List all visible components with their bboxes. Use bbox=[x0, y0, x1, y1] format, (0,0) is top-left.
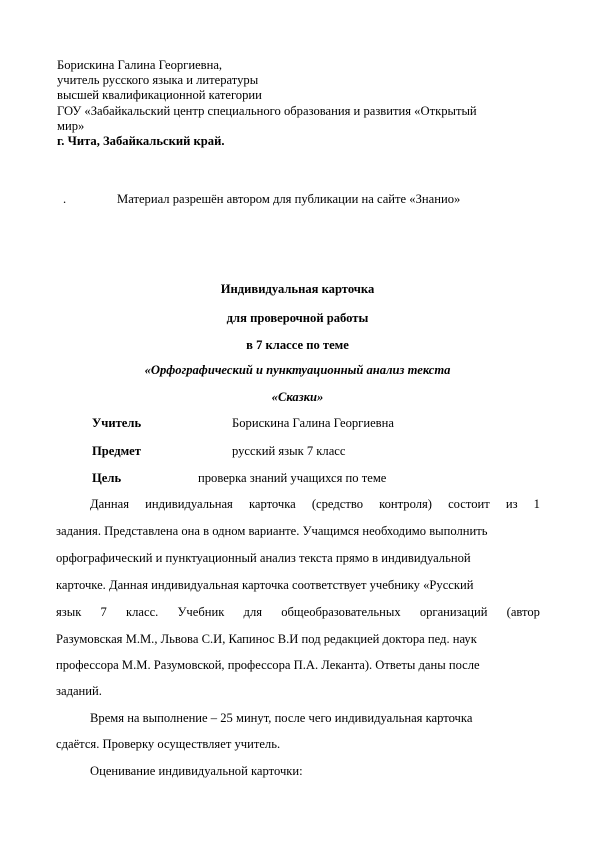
goal-label bbox=[92, 471, 121, 486]
word: контроля) bbox=[379, 497, 432, 511]
word: (средство bbox=[311, 497, 364, 511]
subject-value: русский язык 7 класс bbox=[232, 444, 346, 458]
paragraph1-line-6: Разумовская М.М., Львова С.И, Капинос В.И под редакцией доктора пед. наук bbox=[56, 632, 477, 646]
paragraph1-line-5 bbox=[56, 605, 540, 620]
author-city: г. Чита, Забайкальский край. bbox=[57, 134, 225, 149]
word: 7 bbox=[100, 605, 107, 619]
paragraph2-line-2: сдаётся. Проверку осуществляет учитель. bbox=[56, 737, 281, 751]
permission-text: Материал разрешён автором для публикации на сайте «Знанио» bbox=[117, 192, 461, 206]
title-line-4: «Орфографический и пунктуационный анализ текста bbox=[144, 363, 451, 377]
word: Данная bbox=[90, 497, 130, 511]
author-block bbox=[57, 58, 537, 149]
paragraph1-line-2: задания. Представлена она в одном варианте. Учащимся необходимо выполнить bbox=[56, 524, 488, 538]
author-organization-cont: мир» bbox=[57, 118, 85, 133]
permission-note bbox=[63, 192, 543, 207]
word: 1 bbox=[533, 497, 540, 511]
word: состоит bbox=[448, 497, 490, 511]
word: (автор bbox=[506, 605, 540, 619]
word: из bbox=[505, 497, 518, 511]
title-line-3: в 7 классе по теме bbox=[246, 338, 349, 352]
subject-label bbox=[92, 444, 141, 459]
teacher-key: Учитель bbox=[92, 416, 142, 430]
word: для bbox=[243, 605, 263, 619]
word: язык bbox=[56, 605, 82, 619]
paragraph1-line-3: орфографический и пунктуационный анализ текста прямо в индивидуальной bbox=[56, 551, 471, 565]
paragraph3-line-1: Оценивание индивидуальной карточки: bbox=[90, 764, 303, 778]
teacher-label bbox=[92, 416, 141, 431]
author-organization: ГОУ «Забайкальский центр специального образования и развития «Открытый bbox=[57, 103, 477, 118]
title-line-2: для проверочной работы bbox=[226, 311, 369, 325]
word: организаций bbox=[419, 605, 488, 619]
paragraph2-line-1: Время на выполнение – 25 минут, после чего индивидуальная карточка bbox=[90, 711, 473, 725]
word: Учебник bbox=[177, 605, 225, 619]
goal-key: Цель bbox=[92, 471, 122, 485]
word: карточка bbox=[248, 497, 296, 511]
word: класс. bbox=[126, 605, 159, 619]
paragraph1-line-8: заданий. bbox=[56, 684, 102, 698]
teacher-value: Борискина Галина Георгиевна bbox=[232, 416, 394, 430]
word: индивидуальная bbox=[145, 497, 233, 511]
word: общеобразовательных bbox=[281, 605, 401, 619]
author-name: Борискина Галина Георгиевна, bbox=[57, 58, 223, 72]
permission-mark: . bbox=[63, 192, 67, 206]
paragraph1-line-7: профессора М.М. Разумовской, профессора П.А. Леканта). Ответы даны после bbox=[56, 658, 480, 672]
title-line-5: «Сказки» bbox=[271, 390, 324, 404]
goal-value: проверка знаний учащихся по теме bbox=[198, 471, 387, 485]
title-line-1: Индивидуальная карточка bbox=[220, 282, 375, 296]
paragraph1-line-4: карточке. Данная индивидуальная карточка соответствует учебнику «Русский bbox=[56, 578, 474, 592]
author-position: учитель русского языка и литературы bbox=[57, 73, 259, 88]
paragraph1-line-1 bbox=[90, 497, 540, 512]
subject-key: Предмет bbox=[92, 444, 141, 458]
author-category: высшей квалификационной категории bbox=[57, 88, 262, 103]
